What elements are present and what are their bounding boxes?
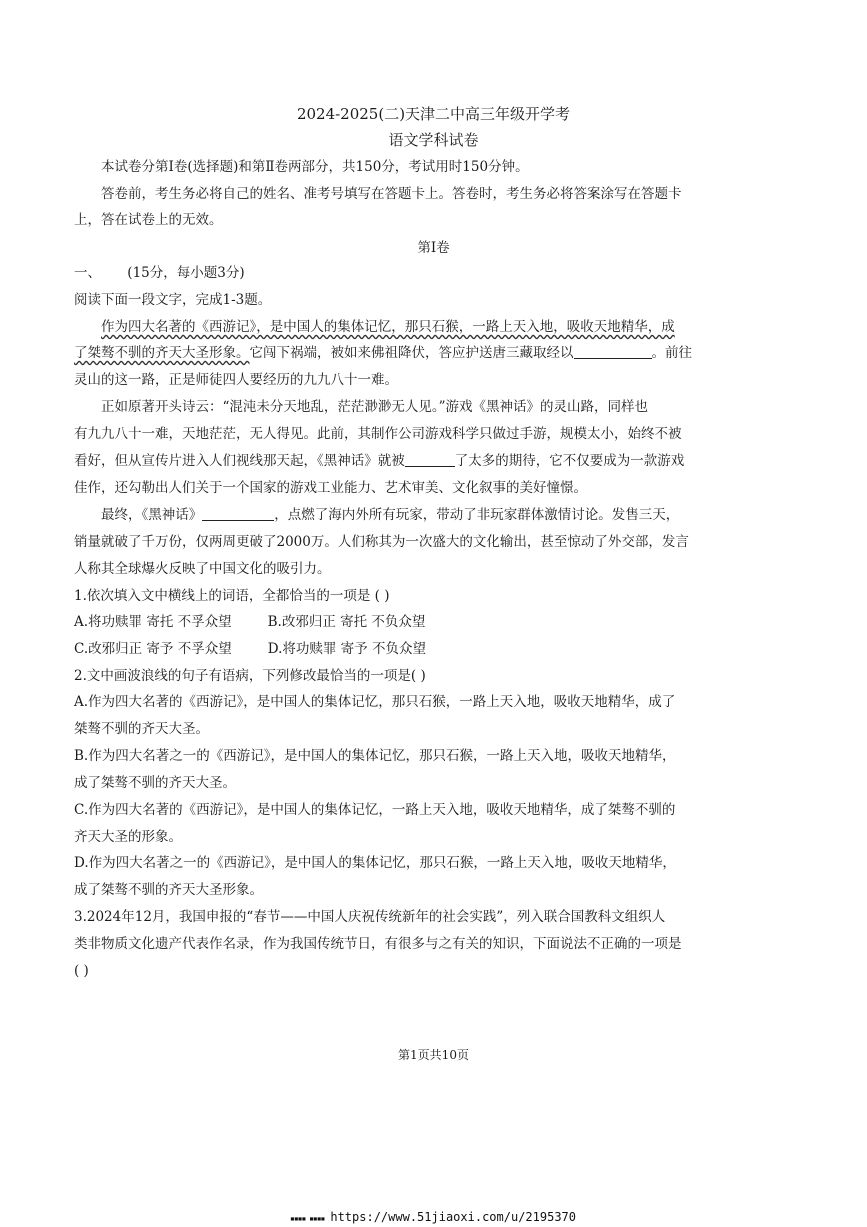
q2-option-d-line2: 成了桀骜不驯的齐天大圣形象。 xyxy=(74,882,263,898)
passage-text: 。前往 xyxy=(651,345,692,361)
q1-option-a: A.将功赎罪 寄托 不孚众望 xyxy=(74,614,232,630)
passage-p2-line2: 有九九八十一难，天地茫茫，无人得见。此前，其制作公司游戏科学只做过手游，规模太小，始终不被 xyxy=(74,426,682,442)
passage-text: 了太多的期待，它不仅要成为一款游戏 xyxy=(454,453,685,469)
q2-option-b-line1: B.作为四大名著之一的《西游记》，是中国人的集体记忆，那只石猴，一路上天入地，吸收天地精华， xyxy=(74,748,676,764)
question-3-line1: 3.2024年12月，我国申报的“春节——中国人庆祝传统新年的社会实践”，列入联合国教科文组织人 xyxy=(74,909,666,925)
blank-3 xyxy=(202,506,274,521)
q1-option-d: D.将功赎罪 寄予 不负众望 xyxy=(267,641,426,657)
q2-option-a-line2: 桀骜不驯的齐天大圣。 xyxy=(74,721,209,737)
watermark-logo-icon: ▪▪▪▪ ▪▪▪▪ xyxy=(290,1214,325,1223)
part-label: 一、 xyxy=(74,265,101,281)
wavy-sentence-part1: 作为四大名著的《西游记》，是中国人的集体记忆，那只石猴，一路上天入地，吸收天地精华，成 xyxy=(101,319,675,335)
instruction-2: 答卷前，考生务必将自己的姓名、准考号填写在答题卡上。答卷时，考生务必将答案涂写在答题卡 xyxy=(101,186,682,202)
passage-p1-line3: 灵山的这一路，正是师徒四人要经历的九九八十一难。 xyxy=(74,372,398,388)
reading-prompt: 阅读下面一段文字，完成1-3题。 xyxy=(74,292,272,308)
watermark xyxy=(290,1210,576,1224)
question-2-stem: 2.文中画波浪线的句子有语病，下列修改最恰当的一项是( ) xyxy=(74,668,426,684)
q2-option-b-line2: 成了桀骜不驯的齐天大圣。 xyxy=(74,775,236,791)
passage-text: 最终，《黑神话》 xyxy=(101,507,203,523)
blank-2 xyxy=(405,452,455,467)
question-3-line2: 类非物质文化遗产代表作名录，作为我国传统节日，有很多与之有关的知识，下面说法不正确的一项是 xyxy=(74,936,682,952)
passage-p2-line1: 正如原著开头诗云：“混沌未分天地乱，茫茫渺渺无人见。”游戏《黑神话》的灵山路，同样也 xyxy=(101,399,649,415)
instruction-1: 本试卷分第Ⅰ卷(选择题)和第Ⅱ卷两部分，共150分，考试用时150分钟。 xyxy=(101,159,529,175)
q2-option-d-line1: D.作为四大名著之一的《西游记》，是中国人的集体记忆，那只石猴，一路上天入地，吸收天地精华， xyxy=(74,855,676,871)
passage-p3-line1 xyxy=(74,505,793,525)
q2-option-a-line1: A.作为四大名著的《西游记》，是中国人的集体记忆，那只石猴，一路上天入地，吸收天地精华，成了 xyxy=(74,694,676,710)
passage-p1-line1 xyxy=(74,317,793,337)
wavy-sentence-part2: 了桀骜不驯的齐天大圣形象。 xyxy=(74,345,250,361)
watermark-url[interactable]: https://www.51jiaoxi.com/u/2195370 xyxy=(330,1210,576,1224)
passage-text: 看好，但从宣传片进入人们视线那天起，《黑神话》就被 xyxy=(74,453,405,469)
exam-subtitle: 语文学科试卷 xyxy=(388,131,479,149)
part-score: (15分，每小题3分) xyxy=(127,265,245,281)
instruction-3: 上，答在试卷上的无效。 xyxy=(74,212,223,228)
passage-p1-line2 xyxy=(74,343,793,363)
blank-1 xyxy=(574,344,652,359)
passage-text: ，点燃了海内外所有玩家，带动了非玩家群体激情讨论。发售三天， xyxy=(274,507,680,523)
question-1-options-row2 xyxy=(74,639,793,659)
passage-p2-line3 xyxy=(74,451,793,471)
passage-text: 它闯下祸端，被如来佛祖降伏，答应护送唐三藏取经以 xyxy=(249,345,574,361)
section-title: 第Ⅰ卷 xyxy=(417,240,450,256)
question-1-stem: 1.依次填入文中横线上的词语，全都恰当的一项是 ( ) xyxy=(74,588,390,604)
passage-p3-line3: 人称其全球爆火反映了中国文化的吸引力。 xyxy=(74,561,331,577)
q2-option-c-line2: 齐天大圣的形象。 xyxy=(74,829,182,845)
passage-p3-line2: 销量就破了千万份，仅两周更破了2000万。人们称其为一次盛大的文化输出，甚至惊动了外交部，发言 xyxy=(74,534,689,550)
q1-option-b: B.改邪归正 寄托 不负众望 xyxy=(267,614,426,630)
page-number: 第1页共10页 xyxy=(398,1048,469,1062)
passage-p2-line4: 佳作，还勾勒出人们关于一个国家的游戏工业能力、艺术审美、文化叙事的美好憧憬。 xyxy=(74,480,587,496)
question-3-line3: ( ) xyxy=(74,963,89,979)
q2-option-c-line1: C.作为四大名著的《西游记》，是中国人的集体记忆，一路上天入地，吸收天地精华，成了桀骜不驯的 xyxy=(74,802,676,818)
q1-option-c: C.改邪归正 寄予 不孚众望 xyxy=(74,641,232,657)
part-heading xyxy=(74,263,793,283)
question-1-options-row1 xyxy=(74,612,793,632)
exam-title: 2024-2025(二)天津二中高三年级开学考 xyxy=(296,105,571,123)
